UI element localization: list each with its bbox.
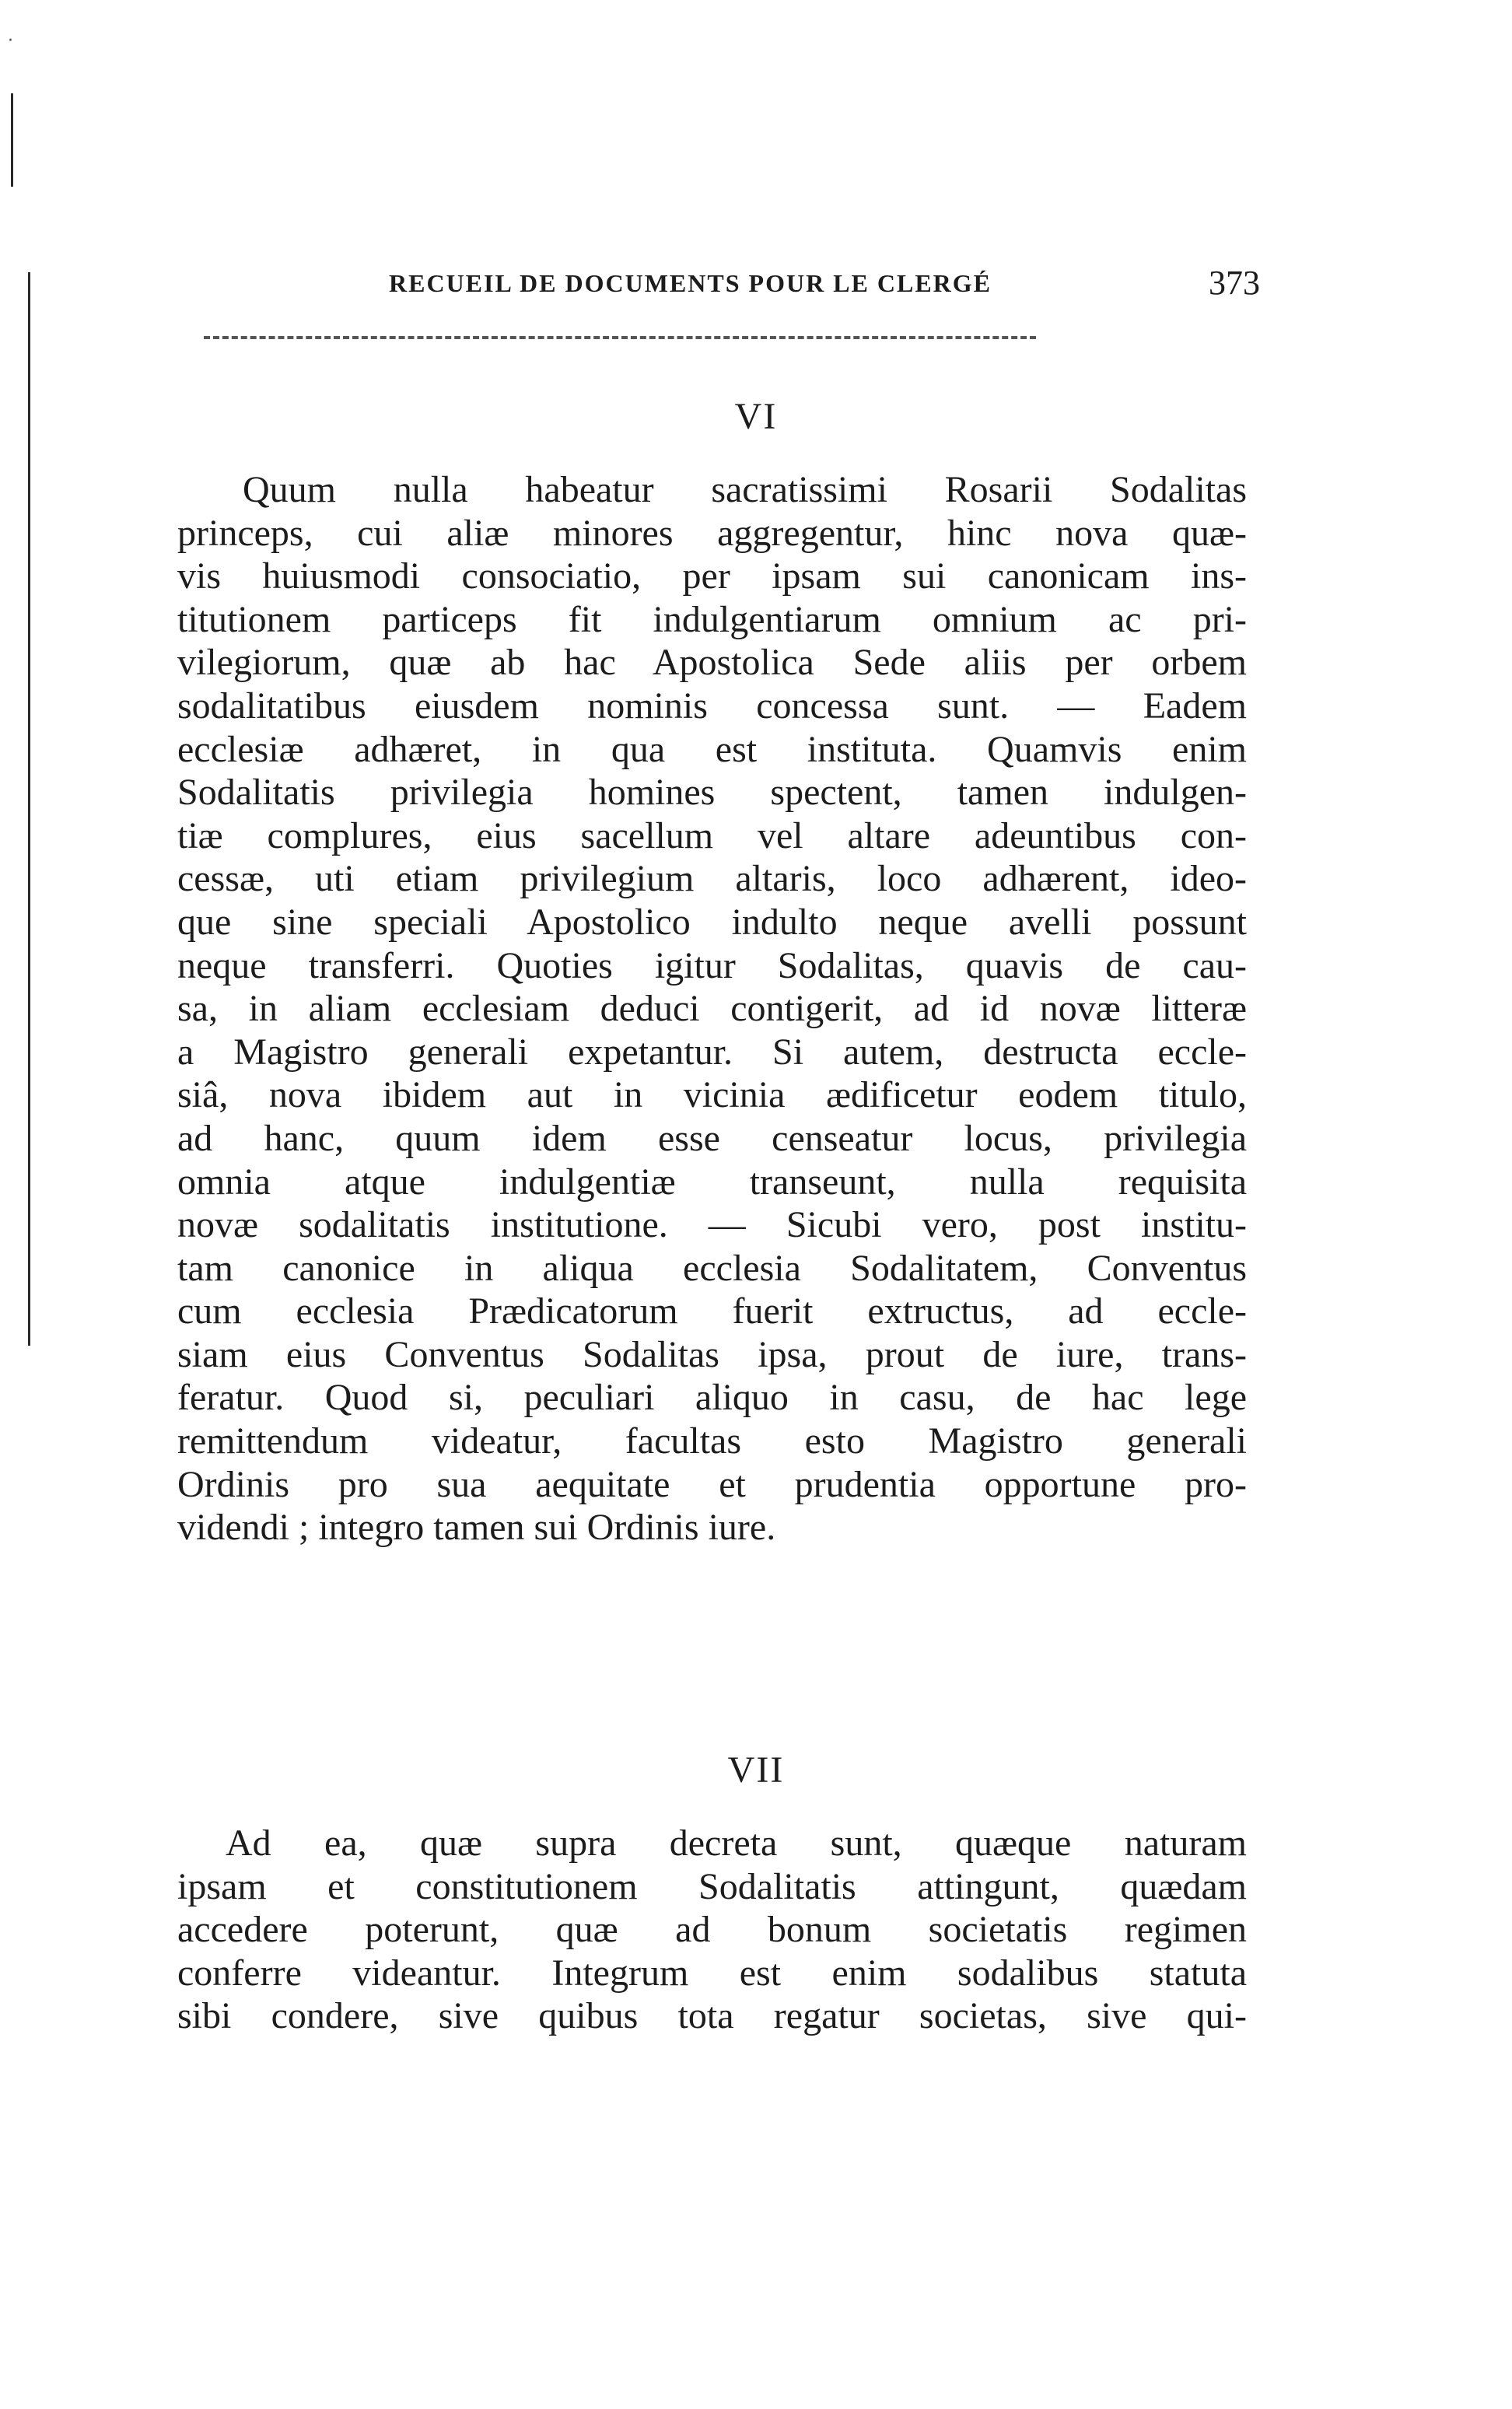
text-line: cessæ, uti etiam privilegium altaris, loco adhærent, ideo- <box>177 858 1247 900</box>
section-heading-vi: VI <box>734 396 778 437</box>
text-line: Sodalitatis privilegia homines spectent, tamen indulgen- <box>177 772 1247 814</box>
text-line: a Magistro generali expetantur. Si autem, destructa eccle- <box>177 1031 1247 1073</box>
text-line: titutionem particeps fit indulgentiarum omnium ac pri- <box>177 598 1247 640</box>
text-line: novæ sodalitatis institutione. — Sicubi vero, post institu- <box>177 1204 1247 1246</box>
running-head <box>389 263 1260 310</box>
margin-speck-mark: · <box>8 31 13 51</box>
text-line: Quum nulla habeatur sacratissimi Rosarii Sodalitas <box>243 469 1247 510</box>
text-line: neque transferri. Quoties igitur Sodalitas, quavis de cau- <box>177 944 1247 986</box>
running-title: RECUEIL DE DOCUMENTS POUR LE CLERGÉ <box>389 269 992 297</box>
text-line: vilegiorum, quæ ab hac Apostolica Sede aliis per orbem <box>177 642 1247 684</box>
text-line: conferre videantur. Integrum est enim sodalibus statuta <box>177 1952 1247 1994</box>
text-line: Ordinis pro sua aequitate et prudentia opportune pro- <box>177 1463 1247 1505</box>
text-line: sodalitatibus eiusdem nominis concessa sunt. — Eadem <box>177 685 1247 727</box>
text-line: ecclesiæ adhæret, in qua est instituta. Quamvis enim <box>177 728 1247 770</box>
text-line: sibi condere, sive quibus tota regatur societas, sive qui- <box>177 1995 1247 2037</box>
text-line: tam canonice in aliqua ecclesia Sodalitatem, Conventus <box>177 1247 1247 1289</box>
text-line: ipsam et constitutionem Sodalitatis attingunt, quædam <box>177 1865 1247 1907</box>
margin-scan-line-upper <box>11 93 13 187</box>
text-line: remittendum videatur, facultas esto Magistro generali <box>177 1420 1247 1462</box>
section-vi-paragraph <box>177 468 1247 1549</box>
text-line: Ad ea, quæ supra decreta sunt, quæque naturam <box>226 1823 1247 1864</box>
text-line: princeps, cui aliæ minores aggregentur, hinc nova quæ- <box>177 512 1247 554</box>
text-line: tiæ complures, eius sacellum vel altare adeuntibus con- <box>177 814 1247 856</box>
section-heading-vii: VII <box>727 1749 785 1791</box>
text-line: siâ, nova ibidem aut in vicinia ædificetur eodem titulo, <box>177 1074 1247 1116</box>
text-line: siam eius Conventus Sodalitas ipsa, prout de iure, trans- <box>177 1333 1247 1375</box>
text-line: feratur. Quod si, peculiari aliquo in casu, de hac lege <box>177 1377 1247 1419</box>
section-vii-paragraph <box>177 1822 1247 2038</box>
text-line: vis huiusmodi consociatio, per ipsam sui canonicam ins- <box>177 555 1247 597</box>
text-line: sa, in aliam ecclesiam deduci contigerit, ad id novæ litteræ <box>177 988 1247 1030</box>
text-line: videndi ; integro tamen sui Ordinis iure. <box>177 1507 776 1549</box>
page-number: 373 <box>1209 264 1260 302</box>
text-line: ad hanc, quum idem esse censeatur locus, privilegia <box>177 1117 1247 1159</box>
text-line: accedere poterunt, quæ ad bonum societatis regimen <box>177 1909 1247 1951</box>
text-line: que sine speciali Apostolico indulto neque avelli possunt <box>177 901 1247 943</box>
text-line: omnia atque indulgentiæ transeunt, nulla requisita <box>177 1161 1247 1203</box>
text-line: cum ecclesia Prædicatorum fuerit extructus, ad eccle- <box>177 1290 1247 1332</box>
header-rule <box>204 336 1036 342</box>
